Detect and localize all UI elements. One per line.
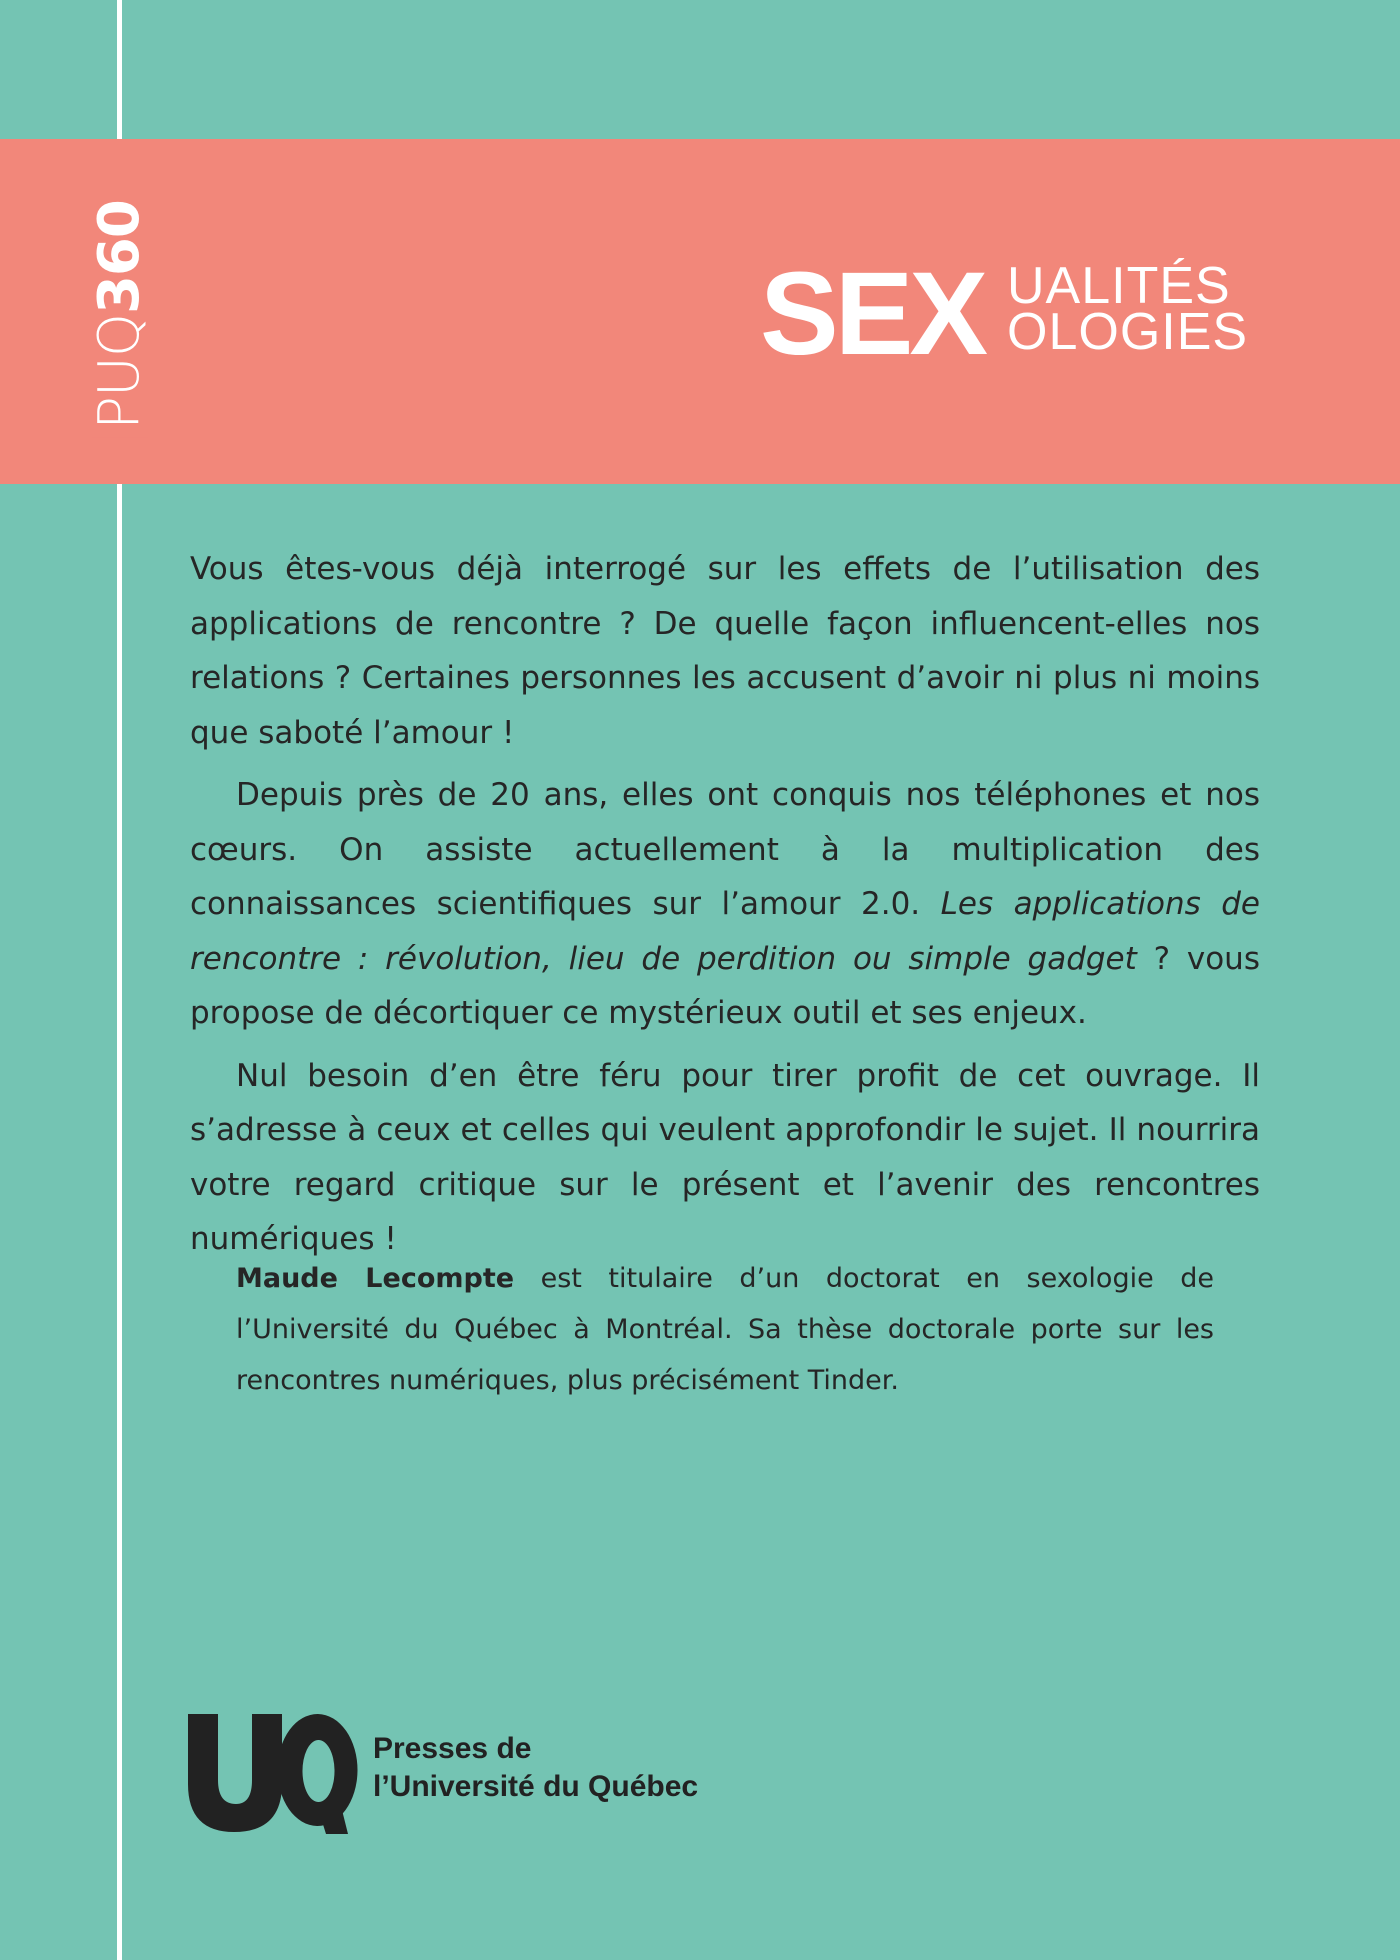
description-paragraph-2: [190, 768, 1260, 1041]
collection-suffixes: [1007, 257, 1249, 361]
description-p2-start: Depuis près de 20 ans, elles ont conquis nos téléphones et nos cœurs. On assiste actuellement à la multiplication des connaissances scientifiques sur l’amour 2.0.: [190, 777, 1260, 922]
publisher-name-line-2: l’Université du Québec: [373, 1770, 699, 1803]
logo-letter-u: [188, 1714, 282, 1832]
author-name: Maude Lecompte: [236, 1263, 515, 1294]
author-paragraph: [236, 1253, 1214, 1406]
series-logo-part1: PUQ: [87, 314, 152, 430]
series-logo-part2: 360: [87, 200, 152, 315]
publisher-logo: [188, 1708, 358, 1838]
description-paragraph-1: Vous êtes-vous déjà interrogé sur les effets de l’utilisation des applications de rencontre ? De quelle façon influencent-elles nos relations ? Certaines personnes les accusent d’avoir ni plus ni moins que saboté l’amour !: [190, 551, 1260, 751]
collection-suffix-1: UALITÉS: [1007, 257, 1231, 315]
description-paragraph-3: Nul besoin d’en être féru pour tirer profit de cet ouvrage. Il s’adresse à ceux et celles qui veulent approfondir le sujet. Il nourrira votre regard critique sur le présent et l’avenir des rencontres numériques !: [190, 1057, 1260, 1257]
description: [190, 542, 1260, 1275]
publisher-block: [188, 1708, 788, 1838]
publisher-name-line-1: Presses de: [373, 1732, 532, 1765]
publisher-name: [373, 1730, 698, 1806]
description-p2-end: ? vous propose de décortiquer ce mystérieux outil et ses enjeux.: [190, 940, 1260, 1031]
collection-suffix-2: OLOGIES: [1007, 303, 1249, 361]
book-title: Les applications de rencontre : révolution, lieu de perdition ou simple gadget: [190, 886, 1260, 977]
collection-main: SEX: [760, 248, 985, 380]
series-logo: [88, 175, 152, 455]
author-bio: [236, 1253, 1214, 1406]
series-logo-text: [87, 192, 152, 438]
author-bio-text: est titulaire d’un doctorat en sexologie de l’Université du Québec à Montréal. Sa thèse doctorale porte sur les rencontres numériques, plus précisément Tinder.: [236, 1263, 1214, 1396]
logo-letter-q: [277, 1714, 357, 1826]
